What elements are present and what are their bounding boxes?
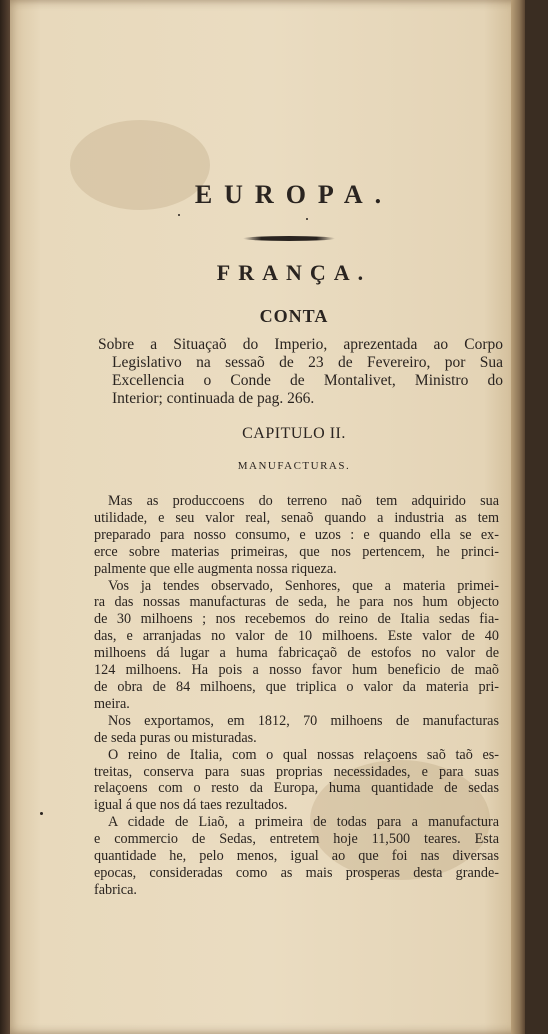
- body-line: fabrica.: [94, 881, 137, 898]
- body-line: A cidade de Liaõ, a primeira de todas para a manufactura: [108, 814, 499, 831]
- body-line: ra das nossas manufacturas de seda, he para nos hum objecto: [94, 594, 499, 611]
- body-line: erce sobre materias primeiras, que nos pertencem, he princi-: [94, 543, 499, 560]
- body-line: utilidade, e seu valor real, senaõ quando a industria as tem: [94, 509, 499, 526]
- body-line: Mas as produccoens do terreno naõ tem adquirido sua: [108, 493, 499, 509]
- document-title: CONTA: [259, 306, 329, 326]
- book-page: [10, 0, 525, 1034]
- ornamental-rule: [243, 236, 335, 241]
- body-line: igual á que nos dá taes rezultados.: [94, 797, 288, 814]
- body-line: treitas, conserva para suas proprias necessidades, e para suas: [94, 763, 499, 780]
- body-line: milhoens dá lugar a huma fabricaçaõ de estofos no valor de: [94, 645, 499, 662]
- body-line: das, e arranjadas no valor de 10 milhoens. Este valor de 40: [94, 628, 499, 645]
- subtitle-line: Excellencia o Conde de Montalivet, Ministro do: [112, 372, 503, 389]
- book-spine: [0, 0, 10, 1034]
- body-text: [94, 493, 499, 899]
- body-line: e commercio de Sedas, entretem hoje 11,500 teares. Esta: [94, 831, 499, 848]
- subtitle-line: Interior; continuada de pag. 266.: [112, 390, 315, 407]
- body-line: de seda puras ou misturadas.: [94, 729, 257, 746]
- body-line: de obra de 84 milhoens, que triplica o valor da materia pri-: [94, 678, 499, 695]
- country-heading: FRANÇA.: [216, 260, 372, 285]
- body-line: Nos exportamos, em 1812, 70 milhoens de manufacturas: [108, 712, 499, 729]
- page-title: EUROPA.: [194, 180, 394, 209]
- body-line: O reino de Italia, com o qual nossas relaçoens saõ taõ es-: [108, 746, 499, 763]
- ink-speck: [306, 218, 308, 220]
- body-line: Vos ja tendes observado, Senhores, que a materia primei-: [108, 577, 499, 594]
- page-edge: [511, 0, 525, 1034]
- body-line: preparado para nosso consumo, e uzos : e quando ella se ex-: [94, 526, 499, 543]
- body-line: epocas, consideradas como as mais prosperas desta grande-: [94, 864, 499, 881]
- ink-speck: [40, 812, 43, 815]
- document-subtitle: [98, 336, 503, 408]
- subtitle-line: Legislativo na sessaõ de 23 de Fevereiro, por Sua: [112, 354, 503, 371]
- subtitle-line: Sobre a Situaçaõ do Imperio, aprezentada ao Corpo: [98, 336, 503, 353]
- body-line: de 30 milhoens ; nos recebemos do reino de Italia sedas fia-: [94, 611, 499, 628]
- body-line: relaçoens com o resto da Europa, huma quantidade de sedas: [94, 780, 499, 797]
- chapter-heading: CAPITULO II.: [242, 425, 346, 442]
- body-line: 124 milhoens. Ha pois a nosso favor hum beneficio de maõ: [94, 662, 499, 679]
- body-line: quantidade he, pelo menos, igual ao que foi nas diversas: [94, 848, 499, 865]
- section-heading: MANUFACTURAS.: [237, 460, 351, 472]
- body-line: palmente que elle augmenta nossa riqueza.: [94, 560, 337, 577]
- ink-speck: [178, 214, 180, 216]
- body-line: meira.: [94, 695, 130, 712]
